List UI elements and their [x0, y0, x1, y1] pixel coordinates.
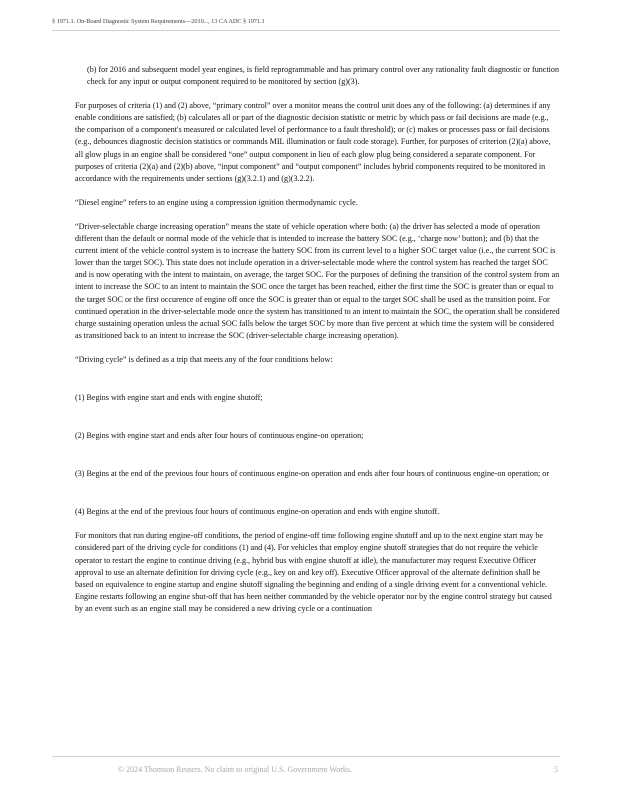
document-body [75, 64, 560, 627]
list-item-condition-1: (1) Begins with engine start and ends with engine shutoff; [75, 392, 263, 402]
paragraph-engine-off-monitors: For monitors that run during engine-off conditions, the period of engine-off time following engine shutoff and up to the next engine start may be considered part of the driving cycle for conditions (1) and (4). For vehicles that employ engine shutoff strategies that do not require the vehicle operator to restart the engine to continue driving (e.g., hybrid bus with engine shutoff at idle), the manufacturer may request Executive Officer approval to use an alternate definition for driving cycle (e.g., key on and key off). Executive Officer approval of the alternate definition shall be based on equivalence to engine startup and engine shutoff signaling the beginning and ending of a single driving event for a conventional vehicle. Engine restarts following an engine shut-off that has been neither commanded by the vehicle operator nor by the engine control strategy but caused by an event such as an engine stall may be considered a new driving cycle or a continuation [75, 531, 552, 613]
page-number: 5 [554, 765, 558, 774]
paragraph-primary-control: For purposes of criteria (1) and (2) above, “primary control” over a monitor means the control unit does any of the following: (a) determines if any enable conditions are satisfied; (b) calculates all or part of the diagnostic decision statistic or metric by which pass or fail decisions are made (e.g., the comparison of a component's measured or calculated level of performance to a fault threshold); or (c) makes or processes pass or fail decisions (e.g., debounces diagnostic decision statistics or commands MIL illumination or fault code storage). Further, for purposes of criterion (2)(a) above, all glow plugs in an engine shall be considered “one” output component in lieu of each glow plug being considered a separate component. For purposes of criteria (2)(a) and (2)(b) above, “input component” and “output component” includes hybrid components required to be monitored in accordance with the requirements under sections (g)(3.2.1) and (g)(3.2.2). [75, 101, 551, 183]
list-item-condition-3: (3) Begins at the end of the previous four hours of continuous engine-on operation and ends after four hours of continuous engine-on operation; or [75, 469, 550, 479]
running-header: § 1971.1. On-Board Diagnostic System Requirements—2010..., 13 CA ADC § 1971.1 [52, 18, 560, 31]
paragraph-subcriterion-b: (b) for 2016 and subsequent model year engines, is field reprogrammable and has primary control over any rationality fault diagnostic or function check for any input or output component required to be monitored by section (g)(3). [87, 65, 559, 87]
paragraph-driver-selectable: “Driver-selectable charge increasing operation” means the state of vehicle operation where both: (a) the driver has selected a mode of operation different than the default or normal mode of the vehicle that is intended to increase the battery SOC (e.g., ‘charge now’ button); and (b) that the current intent of the vehicle control system is to increase the battery SOC from its current level to a higher SOC target value (i.e., the current SOC is lower than the target SOC). This state does not include operation in a driver-selectable mode where the control system has reached the target SOC and is now operating with the intent to maintain, on average, the target SOC. For the purposes of defining the transition of the control system from an intent to increase the SOC to an intent to maintain the SOC once the target has been reached, either the first time the SOC is greater than or equal to the target SOC or the first occurence of engine off once the SOC is greater than or equal to the target SOC shall be used as the transition point. For continued operation in the driver-selectable mode once the system has transitioned to an intent to maintain the SOC, the operation shall be considered charge sustaining operation unless the actual SOC falls below the target SOC by more than five percent at which time the system will be considered as transitioned back to an intent to increase the SOC (driver-selectable charge increasing operation). [75, 221, 560, 340]
page-footer [52, 756, 560, 774]
paragraph-driving-cycle: “Driving cycle” is defined as a trip that meets any of the four conditions below: [75, 354, 333, 364]
list-item-condition-2: (2) Begins with engine start and ends after four hours of continuous engine-on operation; [75, 431, 364, 441]
paragraph-diesel-engine: “Diesel engine” refers to an engine using a compression ignition thermodynamic cycle. [75, 197, 358, 207]
copyright-notice: © 2024 Thomson Reuters. No claim to original U.S. Government Works. [118, 765, 353, 774]
list-item-condition-4: (4) Begins at the end of the previous four hours of continuous engine-on operation and ends with engine shutoff. [75, 507, 440, 517]
